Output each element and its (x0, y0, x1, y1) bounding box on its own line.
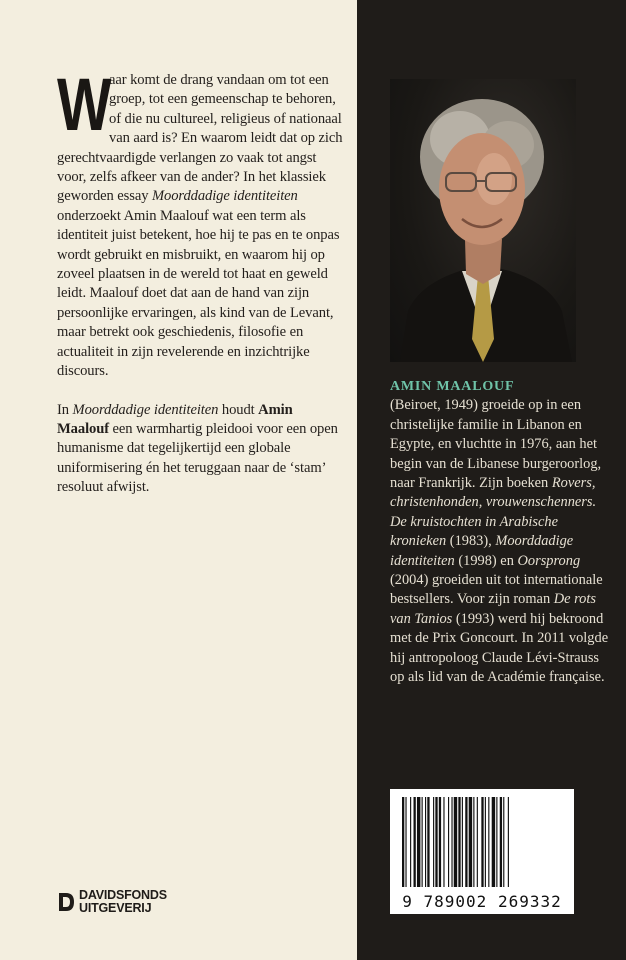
barcode-bar (503, 797, 504, 887)
author-bio-text (390, 396, 612, 687)
barcode-bar (485, 797, 486, 887)
barcode-bar (469, 797, 472, 887)
blurb-text-span: een warmhartig pleidooi voor een open humanisme dat tegelijkertijd een globale uniformisering én het teruggaan naar de ‘stam’ resoluut afwijst. (57, 420, 338, 496)
barcode-bar (488, 797, 489, 887)
barcode-bar (402, 797, 404, 887)
bio-text-span: (Beiroet, 1949) groeide op in een christelijke familie in Libanon en Egypte, en vluchtte in 1976, aan het begin van de Libanese burgeroorlog, naar Frankrijk. Zijn boeken (390, 397, 602, 492)
barcode-bar (425, 797, 426, 887)
barcode-bar (410, 797, 411, 887)
barcode-bar (414, 797, 416, 887)
publisher-name (79, 889, 167, 915)
barcode-bar (492, 797, 495, 887)
bio-text-span: (2004) groeiden uit tot internationale bestsellers. Voor zijn roman (390, 572, 603, 608)
author-name-bold: Amin Maalouf (57, 401, 293, 437)
blurb-text-span: onderzoekt Amin Maalouf wat een term als identiteit juist betekent, hoe hij te pas en te onpas wordt gebruikt en misbruikt, en waarom hij op zoveel plaatsen in de wereld tot haat en geweld leidt. Maalouf doet dat aan de hand van zijn persoonlijke ervaringen, als kind van de Levant, maar betrekt ook geschiedenis, filosofie en actualiteit in zijn revelerende en inzichtrijke discours. (57, 207, 340, 380)
barcode-bar (435, 797, 437, 887)
book-title-italic: Oorsprong (517, 552, 581, 569)
blurb-text (57, 63, 347, 498)
author-photo (390, 79, 576, 362)
blurb-text-span: aar komt de drang vandaan om tot een groep, tot een gemeenschap te behoren, of die nu cultureel, religieus of nationaal van aard is? En waarom leidt dat op zich gerechtvaardigde verlangen zo vaak tot angst voor, zelfs afkeer van de ander? In het klassiek geworden essay (57, 72, 343, 205)
book-title-italic: De rots van Tanios (390, 591, 596, 627)
barcode-bar (473, 797, 474, 887)
barcode-bar (500, 797, 502, 887)
blurb-text-span: houdt (218, 401, 259, 418)
barcode-bar (454, 797, 457, 887)
book-title-italic: Moorddadige identiteiten (151, 188, 298, 205)
bio-text-span: (1998) en (454, 552, 518, 569)
barcode-bar (477, 797, 478, 887)
publisher-line-2: UITGEVERIJ (79, 901, 152, 915)
barcode-bar (451, 797, 452, 887)
barcode-bar (496, 797, 497, 887)
bio-text-span: (1983), (446, 533, 496, 550)
blurb-paragraph-2 (57, 401, 347, 498)
book-title-italic: Rovers, christenhonden, vrouwenschenners. De kruistochten in Arabische kronieken (390, 475, 597, 550)
barcode-bar (417, 797, 420, 887)
barcode-bars (390, 789, 574, 889)
author-bio-heading: AMIN MAALOUF (390, 379, 515, 394)
barcode-bar (458, 797, 460, 887)
publisher-logo (57, 889, 167, 915)
publisher-line-1: DAVIDSFONDS (79, 888, 167, 902)
isbn-barcode (390, 789, 574, 914)
barcode-bar (481, 797, 483, 887)
publisher-mark-icon (57, 891, 75, 913)
author-bio (390, 377, 612, 688)
barcode-bar (465, 797, 467, 887)
blurb-paragraph-1 (57, 63, 347, 382)
barcode-bar (427, 797, 429, 887)
book-title-italic: Moorddadige identiteiten (72, 401, 219, 418)
bio-text-span: (1993) werd hij bekroond met de Prix Goncourt. In 2011 volgde hij antropoloog Claude Lévi-Strauss op als lid van de Académie française. (390, 610, 609, 686)
barcode-bar (405, 797, 406, 887)
barcode-bar (439, 797, 441, 887)
drop-cap: W (57, 63, 112, 146)
barcode-bar (448, 797, 449, 887)
book-title-italic: Moorddadige identiteiten (390, 533, 574, 569)
barcode-bar (462, 797, 463, 887)
barcode-bar (508, 797, 509, 887)
barcode-bar (422, 797, 423, 887)
isbn-number: 9 789002 269332 (402, 892, 562, 911)
blurb-text-span: In (57, 401, 73, 418)
barcode-bar (443, 797, 444, 887)
barcode-bar (433, 797, 434, 887)
